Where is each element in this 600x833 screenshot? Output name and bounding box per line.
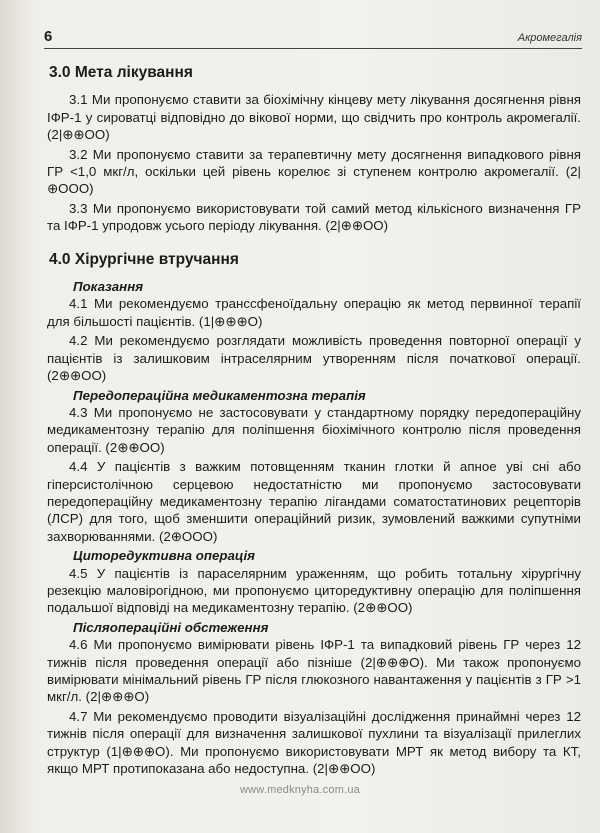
recommendation-paragraph: 4.1 Ми рекомендуємо транссфеноїдальну операцію як метод первинної терапії для більшості пацієнтів. (1|⊕⊕⊕O)	[47, 296, 581, 329]
footer-url: www.medknyha.com.ua	[240, 784, 360, 796]
subsection-heading: Передопераційна медикаментозна терапія	[73, 387, 366, 403]
recommendation-paragraph: 4.7 Ми рекомендуємо проводити візуалізаційні дослідження принаймні через 12 тижнів після операції для визначення залишкової пухлини та візуалізації прилеглих структур (1|⊕⊕⊕O). Ми пропонуємо використовувати МРТ як метод вибору та КТ, якщо МРТ протипоказана або недоступна. (2|⊕⊕OO)	[47, 708, 581, 777]
recommendation-paragraph: 4.6 Ми пропонуємо вимірювати рівень ІФР-1 та випадковий рівень ГР через 12 тижнів після проведення операції або пізніше (2|⊕⊕⊕O). Ми також пропонуємо вимірювати мінімальний рівень ГР після глюкозного навантаження у пацієнтів з ГР >1 мкг/л. (2|⊕⊕⊕O)	[47, 637, 581, 705]
subsection-heading: Показання	[73, 279, 144, 295]
section-title: 4.0 Хірургічне втручання	[49, 250, 239, 268]
subsection-heading: Циторедуктивна операція	[73, 548, 255, 564]
recommendation-paragraph: 4.5 У пацієнтів із параселярним ураженням, що робить тотальну хірургічну резекцію маловірогідною, ми пропонуємо циторедуктивну операцію для поліпшення подальшої відповіді на медикаментозну терапію. (2⊕⊕OO)	[47, 565, 581, 616]
page-number: 6	[44, 28, 53, 45]
running-title: Акромегалія	[517, 32, 582, 44]
recommendation-paragraph: 4.3 Ми пропонуємо не застосовувати у стандартному порядку передопераційну медикаментозну терапію для поліпшення біохімічного контролю після проведення операції. (2⊕⊕OO)	[47, 404, 581, 455]
section-title: 3.0 Мета лікування	[49, 64, 193, 81]
recommendation-paragraph: 3.2 Ми пропонуємо ставити за терапевтичну мету досягнення випадкового рівня ГР <1,0 мкг/л, оскільки цей рівень корелює зі ступенем контролю акромегалії. (2|⊕OOO)	[47, 146, 581, 197]
document-body	[47, 62, 581, 779]
recommendation-paragraph: 4.2 Ми рекомендуємо розглядати можливість проведення повторної операції у пацієнтів із залишковим інтраселярним утворенням після початкової операції. (2⊕⊕OO)	[47, 333, 581, 384]
recommendation-paragraph: 3.3 Ми пропонуємо використовувати той самий метод кількісного визначення ГР та ІФР-1 упродовж усього періоду лікування. (2|⊕⊕OO)	[47, 200, 581, 234]
subsection-heading: Післяопераційні обстеження	[73, 619, 269, 635]
recommendation-paragraph: 4.4 У пацієнтів з важким потовщенням тканин глотки й апное уві сні або гіперсистолічною серцевою недостатністю ми пропонуємо застосовувати передопераційну медикаментозну терапію лігандами соматостатинових рецепторів (ЛСР) для того, щоб зменшити операційний ризик, зумовлений важкими супутніми захворюваннями. (2⊕OOO)	[47, 459, 581, 544]
recommendation-paragraph: 3.1 Ми пропонуємо ставити за біохімічну кінцеву мету лікування досягнення рівня ІФР-1 у сироватці відповідно до вікової норми, що свідчить про контроль акромегалії. (2|⊕⊕OO)	[47, 92, 581, 143]
running-header	[44, 28, 582, 49]
